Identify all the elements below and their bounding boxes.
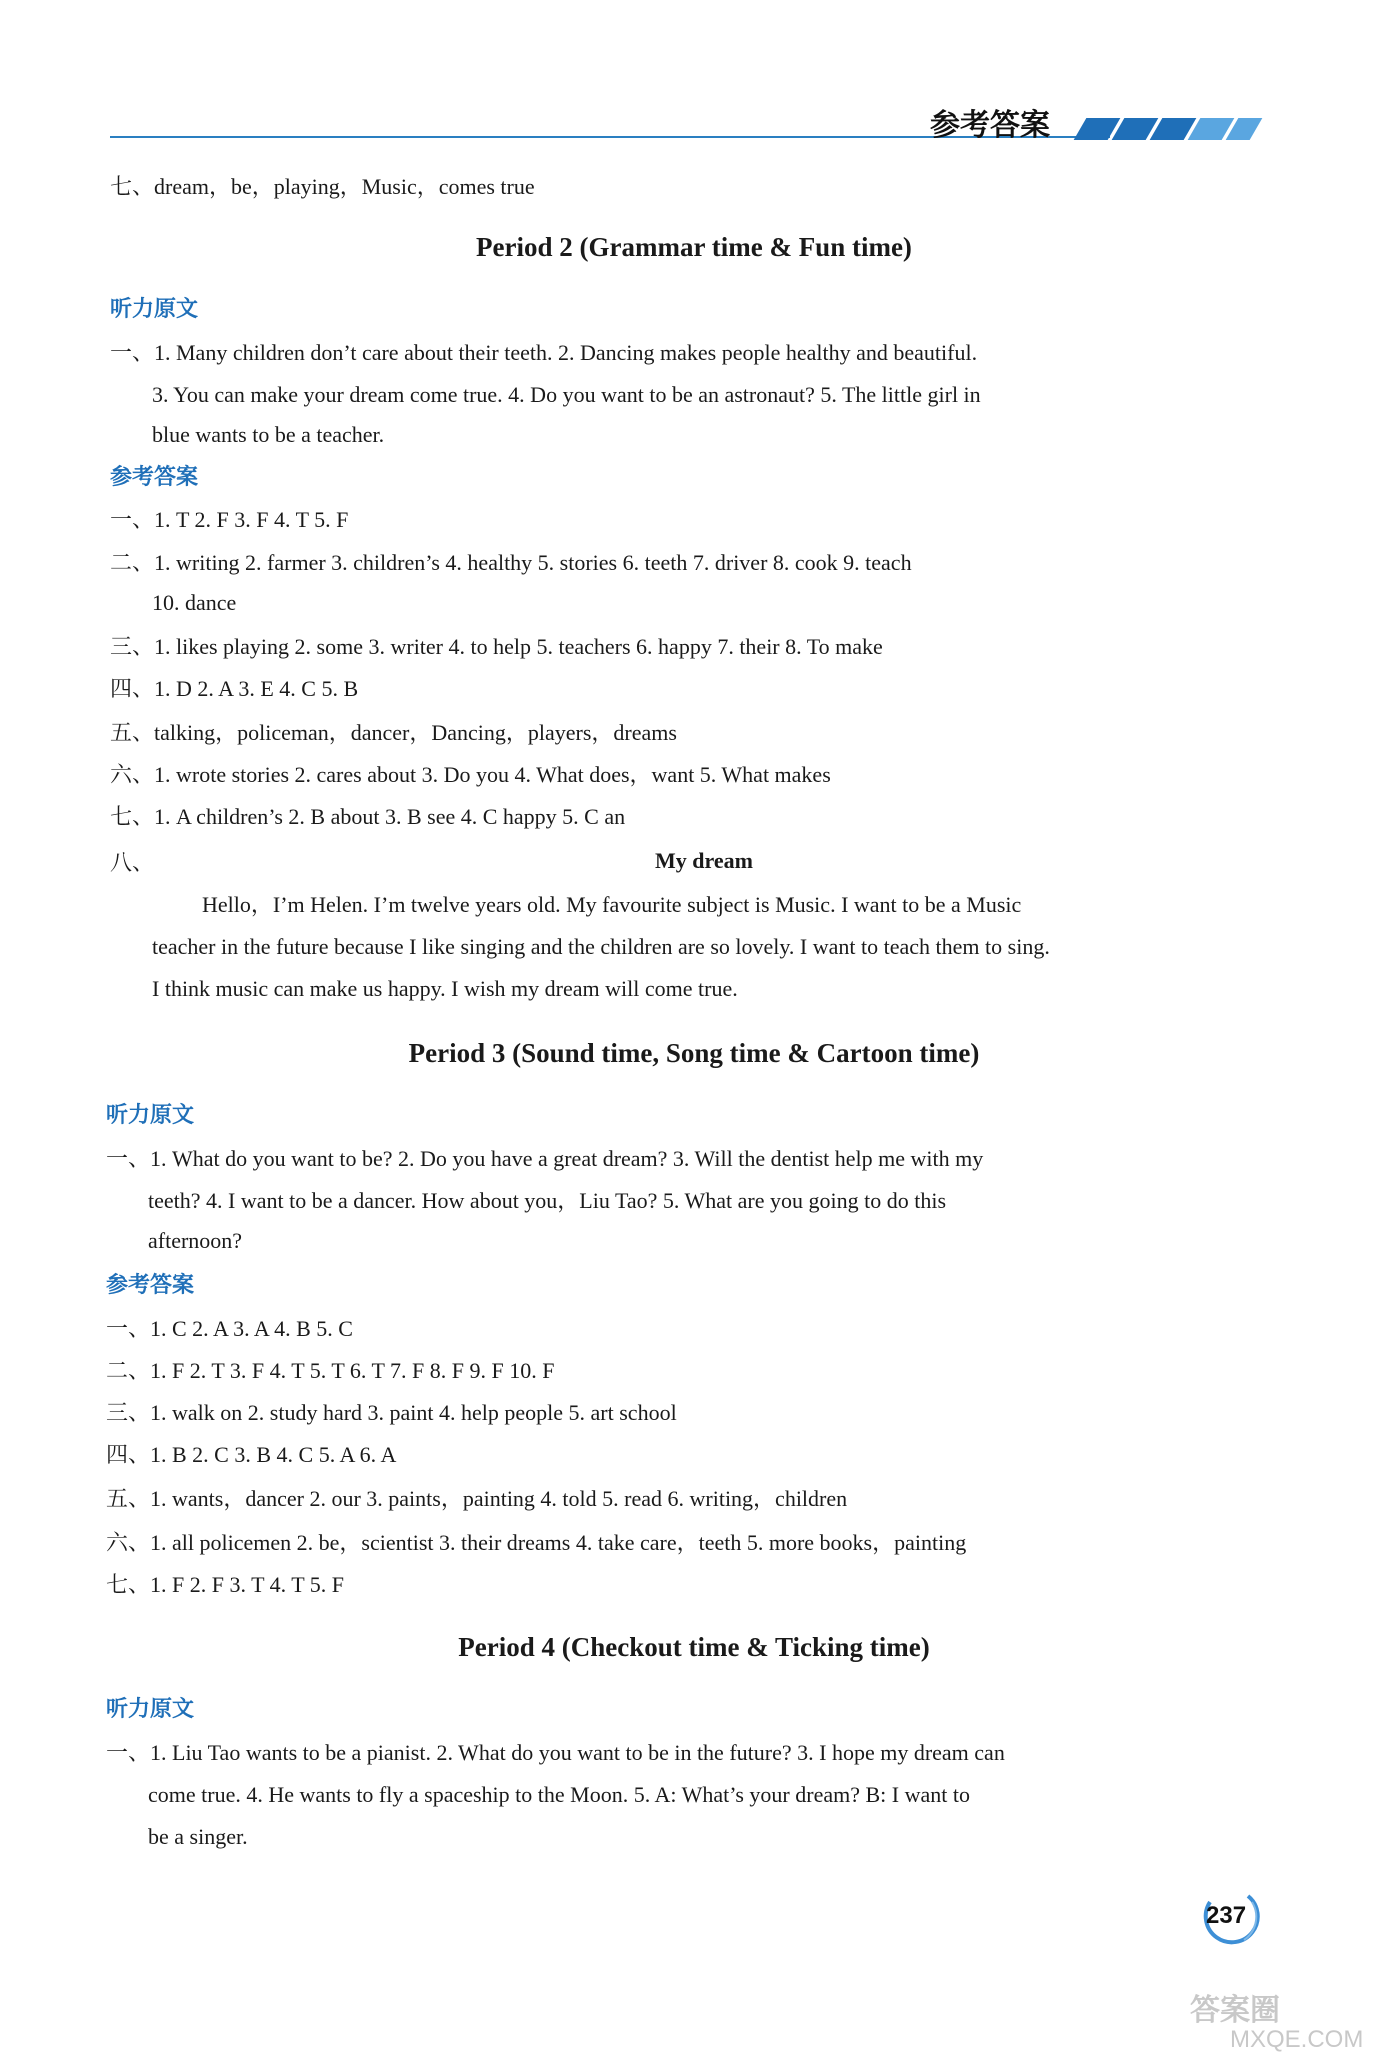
section-label-listening: 听力原文 — [106, 1103, 195, 1128]
transcript-line: afternoon? — [148, 1228, 243, 1253]
answer-line: 四、1. B 2. C 3. B 4. C 5. A 6. A — [106, 1442, 397, 1467]
answer-line: 10. dance — [152, 590, 237, 615]
watermark-logo: 答案圈 — [1190, 1994, 1280, 2027]
transcript-line: teeth? 4. I want to be a dancer. How about you，Liu Tao? 5. What are you going to do this — [148, 1188, 947, 1213]
period-heading: Period 2 (Grammar time & Fun time) — [476, 232, 912, 262]
section-label-listening: 听力原文 — [110, 297, 199, 322]
page-number: 237 — [1206, 1902, 1247, 1929]
period-heading: Period 4 (Checkout time & Ticking time) — [458, 1632, 930, 1662]
answer-line: 七、1. F 2. F 3. T 4. T 5. F — [106, 1572, 344, 1597]
answer-line: 二、1. writing 2. farmer 3. children’s 4. healthy 5. stories 6. teeth 7. driver 8. cook 9. teach — [110, 550, 912, 575]
answer-line: 二、1. F 2. T 3. F 4. T 5. T 6. T 7. F 8. F 9. F 10. F — [106, 1358, 555, 1383]
transcript-line: 一、1. What do you want to be? 2. Do you have a great dream? 3. Will the dentist help me with my — [106, 1146, 984, 1171]
essay-line: I think music can make us happy. I wish my dream will come true. — [152, 976, 738, 1001]
answer-line: 六、1. wrote stories 2. cares about 3. Do you 4. What does，want 5. What makes — [110, 762, 831, 787]
answer-line: 七、1. A children’s 2. B about 3. B see 4. C happy 5. C an — [110, 804, 626, 829]
transcript-line: come true. 4. He wants to fly a spaceship to the Moon. 5. A: What’s your dream? B: I want to — [148, 1782, 970, 1807]
watermark-url: MXQE.COM — [1230, 2026, 1364, 2053]
header-title: 参考答案 — [930, 108, 1050, 143]
answer-line: 三、1. likes playing 2. some 3. writer 4. to help 5. teachers 6. happy 7. their 8. To make — [110, 634, 883, 659]
answer-line: 一、1. T 2. F 3. F 4. T 5. F — [110, 507, 349, 532]
transcript-line: blue wants to be a teacher. — [152, 422, 385, 447]
transcript-line: be a singer. — [148, 1824, 248, 1849]
essay-line: Hello，I’m Helen. I’m twelve years old. My favourite subject is Music. I want to be a Music — [202, 892, 1022, 917]
section-label-answers: 参考答案 — [110, 465, 199, 490]
period-heading: Period 3 (Sound time, Song time & Cartoon time) — [408, 1038, 980, 1068]
section-label-answers: 参考答案 — [106, 1273, 195, 1298]
answer-line: 一、1. C 2. A 3. A 4. B 5. C — [106, 1316, 353, 1341]
essay-title: My dream — [655, 848, 753, 873]
answer-line: 八、 — [110, 850, 155, 875]
transcript-line: 一、1. Many children don’t care about their teeth. 2. Dancing makes people healthy and beautiful. — [110, 340, 978, 365]
answer-line: 五、talking，policeman，dancer，Dancing，players，dreams — [110, 720, 677, 745]
essay-line: teacher in the future because I like singing and the children are so lovely. I want to teach them to sing. — [152, 934, 1050, 959]
transcript-line: 一、1. Liu Tao wants to be a pianist. 2. What do you want to be in the future? 3. I hope my dream can — [106, 1740, 1005, 1765]
answer-line: 六、1. all policemen 2. be，scientist 3. their dreams 4. take care，teeth 5. more books，painting — [106, 1530, 967, 1555]
answer-line: 四、1. D 2. A 3. E 4. C 5. B — [110, 676, 359, 701]
section-label-listening: 听力原文 — [106, 1697, 195, 1722]
transcript-line: 3. You can make your dream come true. 4. Do you want to be an astronaut? 5. The little girl in — [152, 382, 981, 407]
answer-line: 三、1. walk on 2. study hard 3. paint 4. help people 5. art school — [106, 1400, 677, 1425]
answer-line: 五、1. wants，dancer 2. our 3. paints，painting 4. told 5. read 6. writing，children — [106, 1486, 848, 1511]
answer-line: 七、dream，be，playing，Music，comes true — [110, 174, 535, 199]
